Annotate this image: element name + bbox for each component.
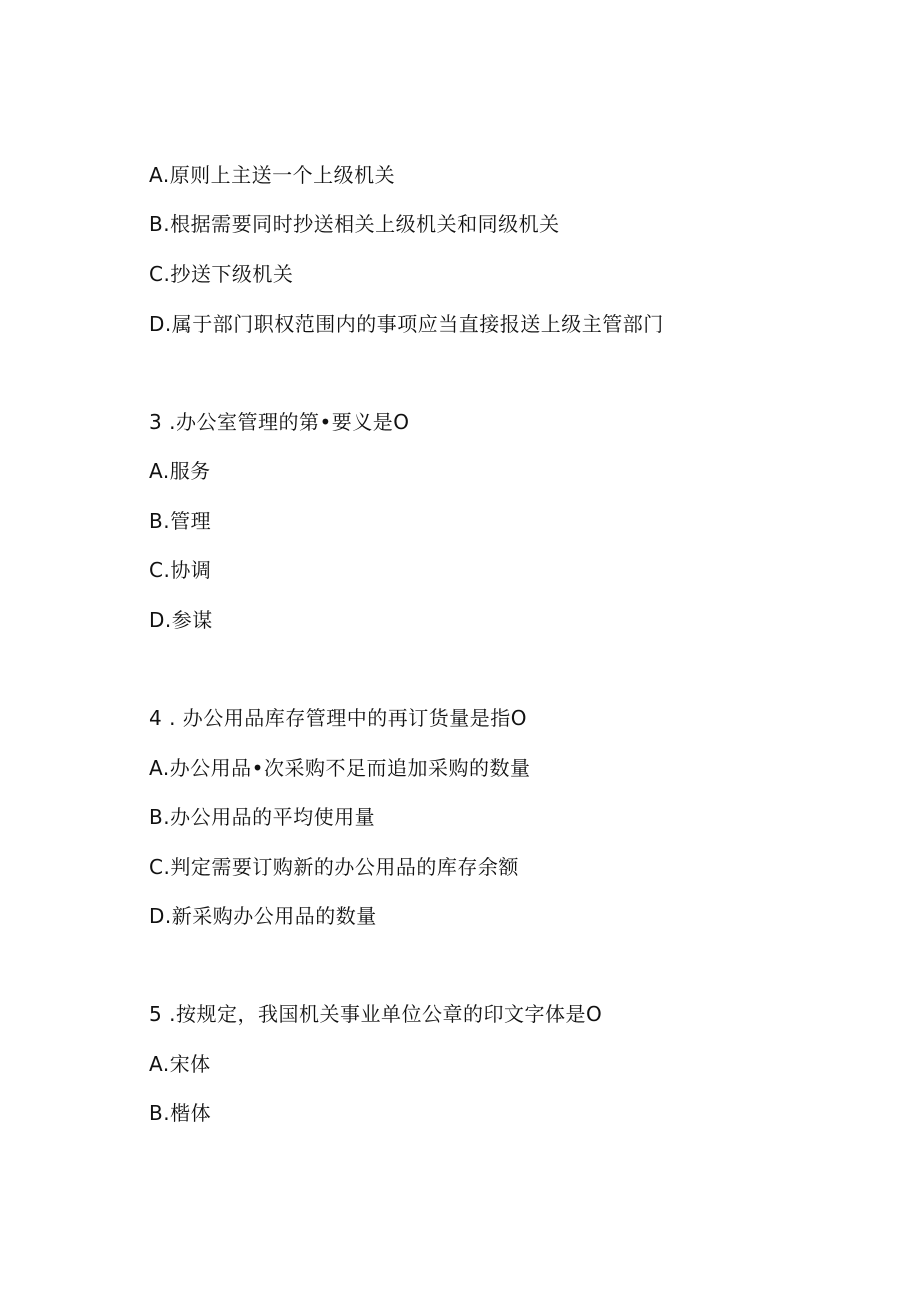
q5-option-a: A.宋体: [149, 1052, 211, 1076]
q3-option-d: D.参谋: [149, 608, 213, 632]
q4-option-d: D.新采购办公用品的数量: [149, 904, 377, 928]
q5-question: 5 .按规定，我国机关事业单位公章的印文字体是O: [149, 1002, 603, 1026]
q5-option-b: B.楷体: [149, 1101, 212, 1125]
q2-option-b: B.根据需要同时抄送相关上级机关和同级机关: [149, 212, 560, 236]
q2-option-c: C.抄送下级机关: [149, 262, 294, 286]
q4-option-a: A.办公用品•次采购不足而追加采购的数量: [149, 756, 531, 780]
q4-option-c: C.判定需要订购新的办公用品的库存余额: [149, 855, 519, 879]
q2-option-d: D.属于部门职权范围内的事项应当直接报送上级主管部门: [149, 312, 664, 336]
q4-question: 4 . 办公用品库存管理中的再订货量是指O: [149, 706, 528, 730]
q3-option-a: A.服务: [149, 459, 211, 483]
q4-option-b: B.办公用品的平均使用量: [149, 805, 376, 829]
q2-option-a: A.原则上主送一个上级机关: [149, 163, 396, 187]
q3-option-c: C.协调: [149, 558, 212, 582]
q3-option-b: B.管理: [149, 509, 212, 533]
q3-question: 3 .办公室管理的第•要义是O: [149, 410, 410, 434]
